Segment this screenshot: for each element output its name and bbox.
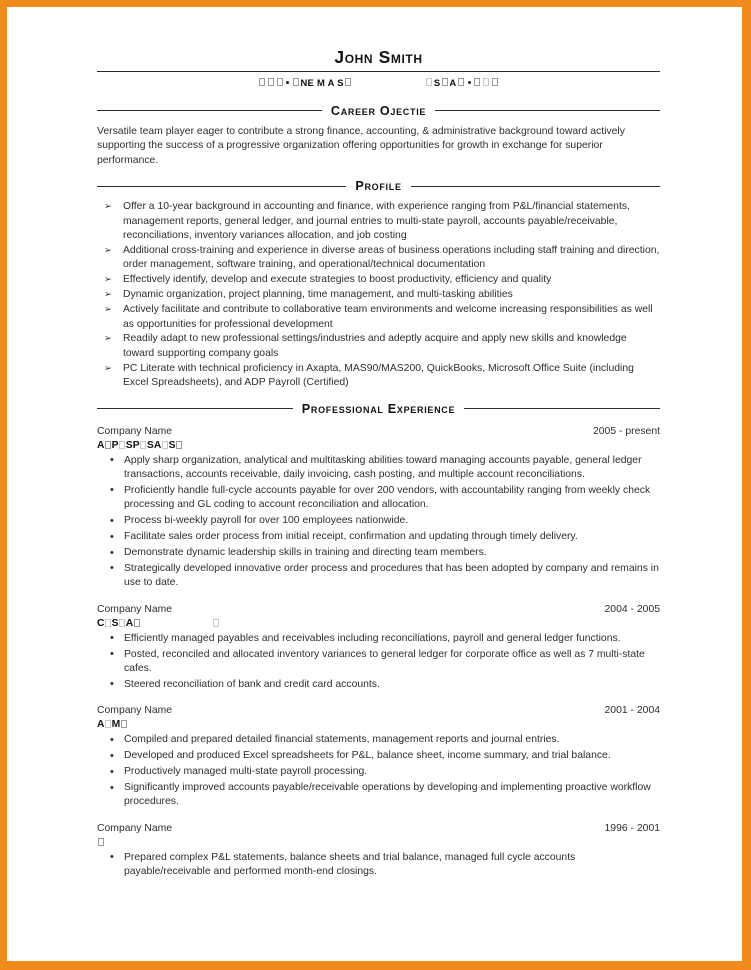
experience-entry-header: [97, 822, 660, 836]
experience-entry: [97, 822, 660, 880]
responsibility-bullet: • Apply sharp organization, analytical and multitasking abilities toward managing accounts payable, general ledger transactions, accounts receivable, daily invoicing, cash posting, and multiple account reconciliations.: [97, 454, 660, 483]
missing-glyph-box: [442, 78, 448, 86]
missing-glyph-box: [105, 619, 111, 627]
text-fragment: A: [97, 439, 105, 451]
responsibility-bullet: • Significantly improved accounts payable/receivable operations by developing and implementing proactive workflow procedures.: [97, 781, 660, 810]
rule-right: [464, 408, 660, 409]
responsibility-bullet: • Developed and produced Excel spreadsheets for P&L, balance sheet, income summary, and trial balance.: [97, 749, 660, 763]
section-header-objective: [97, 104, 660, 118]
text-fragment: A: [449, 76, 457, 88]
employment-dates: 1996 - 2001: [604, 822, 660, 834]
section-title-objective: Career Ojectie: [330, 103, 427, 118]
text-fragment: S: [111, 617, 119, 629]
responsibility-bullet: • Productively managed multi-state payroll processing.: [97, 765, 660, 779]
rule-right: [435, 110, 660, 111]
rule-left: [97, 408, 293, 409]
experience-entry-header: [97, 704, 660, 718]
responsibility-bullet: • Compiled and prepared detailed financial statements, management reports and journal entries.: [97, 733, 660, 747]
experience-entry: [97, 425, 660, 591]
missing-glyph-box: [162, 441, 168, 449]
missing-glyph-box: [121, 720, 127, 728]
responsibility-bullet: • Efficiently managed payables and receivables including reconciliations, payroll and general ledger functions.: [97, 632, 660, 646]
profile-bullet: ➢ Effectively identify, develop and execute strategies to boost productivity, efficiency and quality: [97, 273, 660, 287]
job-title: [97, 836, 660, 849]
rule-right: [411, 186, 660, 187]
missing-glyph-box: [119, 441, 125, 449]
resume-header: [97, 49, 660, 93]
missing-glyph-box: [259, 78, 265, 86]
section-title-profile: Profile: [355, 179, 402, 194]
experience-entry-header: [97, 603, 660, 617]
missing-glyph-box: [277, 78, 283, 86]
resume-page: [7, 7, 742, 961]
bullet-separator: [468, 81, 471, 84]
responsibility-bullet: • Proficiently handle full-cycle accounts payable for over 200 vendors, with accountability ranging from weekly check processing and GL coding to account reconciliation and allocation.: [97, 484, 660, 513]
missing-glyph-box: [293, 78, 299, 86]
company-name: Company Name: [97, 705, 173, 717]
job-title: [97, 617, 660, 630]
text-fragment: SA: [146, 439, 162, 451]
section-header-profile: [97, 179, 660, 193]
profile-bullet-list: [97, 200, 660, 390]
experience-entry-header: [97, 425, 660, 439]
profile-bullet: ➢ Readily adapt to new professional settings/industries and adeptly acquire and apply new skills and knowledge toward supporting company goals: [97, 332, 660, 361]
responsibility-list: [97, 733, 660, 810]
bullet-separator: [286, 81, 289, 84]
job-title: [97, 439, 660, 452]
profile-bullet: ➢ Dynamic organization, project planning, time management, and multi-tasking abilities: [97, 288, 660, 302]
employment-dates: 2005 - present: [592, 425, 660, 437]
responsibility-bullet: • Process bi-weekly payroll for over 100 employees nationwide.: [97, 514, 660, 528]
text-fragment: A: [97, 719, 105, 731]
profile-bullet: ➢ PC Literate with technical proficiency in Axapta, MAS90/MAS200, QuickBooks, Microsoft Office Suite (including Excel Spreadsheets), and ADP Payroll (Certified): [97, 362, 660, 391]
profile-bullet: ➢ Offer a 10-year background in accounting and finance, with experience ranging from P&L/financial statements, management reports, general ledger, and journal entries to multi-state payroll, accounts payable/receivable, reconciliations, inventory variances allocation, and job costing: [97, 200, 660, 243]
company-name: Company Name: [97, 822, 173, 834]
missing-glyph-box: [98, 838, 104, 846]
missing-glyph-box: [426, 78, 432, 86]
profile-bullet: ➢ Actively facilitate and contribute to collaborative team environments and welcome increasing responsibilities as well as opportunities for professional development: [97, 303, 660, 332]
text-fragment: C: [97, 617, 105, 629]
missing-glyph-box: [134, 619, 140, 627]
company-name: Company Name: [97, 425, 173, 437]
text-fragment: M: [111, 719, 121, 731]
missing-glyph-box: [119, 619, 125, 627]
missing-glyph-box: [492, 78, 498, 86]
text-fragment: SP: [125, 439, 140, 451]
rule-left: [97, 186, 346, 187]
responsibility-bullet: • Strategically developed innovative order process and procedures that has been adopted by company and remains in use to date.: [97, 562, 660, 591]
text-fragment: P: [111, 439, 119, 451]
section-header-experience: [97, 402, 660, 416]
company-name: Company Name: [97, 603, 173, 615]
responsibility-bullet: • Prepared complex P&L statements, balance sheets and trial balance, managed full cycle accounts payable/receivable and performed month-end closings.: [97, 851, 660, 880]
experience-entries: [97, 425, 660, 880]
profile-bullet: ➢ Additional cross-training and experience in diverse areas of business operations including staff training and direction, order management, software training, and operational/technical documentation: [97, 244, 660, 273]
missing-glyph-box: [474, 78, 480, 86]
text-fragment: S: [433, 76, 441, 88]
text-fragment: NE M A S: [300, 76, 344, 88]
responsibility-bullet: • Steered reconciliation of bank and credit card accounts.: [97, 678, 660, 692]
missing-glyph-box: [176, 441, 182, 449]
responsibility-list: [97, 454, 660, 591]
responsibility-bullet: • Demonstrate dynamic leadership skills in training and directing team members.: [97, 546, 660, 560]
responsibility-list: [97, 632, 660, 693]
missing-glyph-box: [213, 619, 219, 627]
contact-info-line: [97, 72, 660, 93]
text-fragment: A: [125, 617, 134, 629]
missing-glyph-box: [483, 78, 489, 86]
responsibility-list: [97, 851, 660, 880]
experience-entry: [97, 603, 660, 693]
experience-entry: [97, 704, 660, 810]
missing-glyph-box: [458, 78, 464, 86]
job-title: [97, 718, 660, 731]
employment-dates: 2004 - 2005: [604, 603, 660, 615]
missing-glyph-box: [268, 78, 274, 86]
section-title-experience: Professional Experience: [301, 401, 456, 416]
missing-glyph-box: [140, 441, 146, 449]
responsibility-bullet: • Facilitate sales order process from initial receipt, confirmation and updating through timely delivery.: [97, 530, 660, 544]
text-fragment: S: [168, 439, 176, 451]
objective-paragraph: Versatile team player eager to contribute a strong finance, accounting, & administrative background toward actively supporting the success of a progressive organization offering opportunities for growth in exchange for superior performance.: [97, 125, 625, 166]
missing-glyph-box: [345, 78, 351, 86]
missing-glyph-box: [105, 720, 111, 728]
responsibility-bullet: • Posted, reconciled and allocated inventory variances to general ledger for corporate office as well as 7 multi-state cafes.: [97, 648, 660, 677]
employment-dates: 2001 - 2004: [604, 705, 660, 717]
candidate-name: John Smith: [334, 47, 423, 67]
rule-left: [97, 110, 322, 111]
missing-glyph-box: [105, 441, 111, 449]
